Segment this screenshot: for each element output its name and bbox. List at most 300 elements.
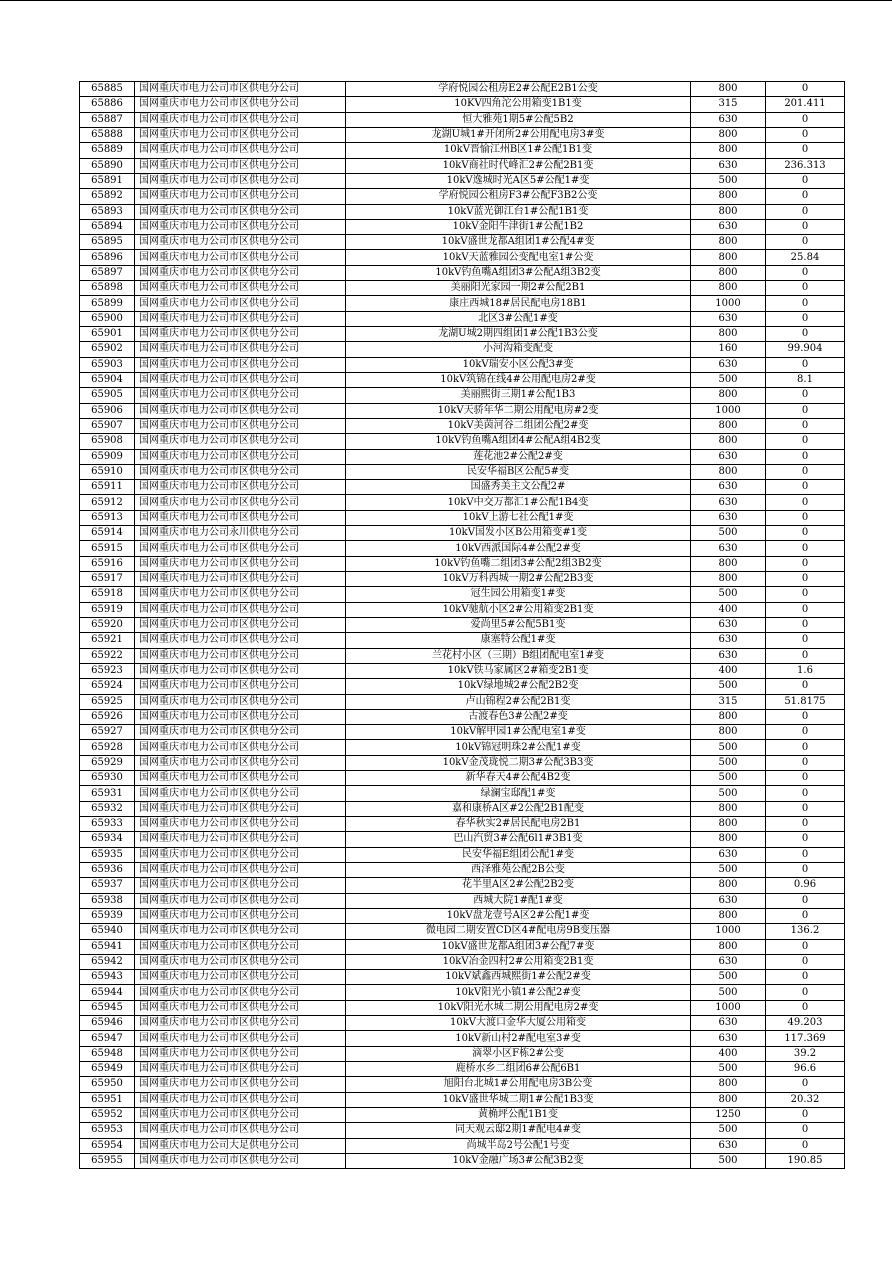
table-row (80, 663, 845, 678)
value-cell: 8.1 (766, 372, 845, 387)
row-id-cell: 65916 (80, 556, 135, 571)
transformer-name-cell: 爱尚里5#公配5B1变 (346, 617, 691, 632)
table-row (80, 418, 845, 433)
company-cell: 国网重庆市电力公司市区供电分公司 (135, 985, 346, 1000)
transformer-name-cell: 10kV筑锦在线4#公用配电房2#变 (346, 372, 691, 387)
transformer-name-cell: 10kV绿地城2#公配2B2变 (346, 679, 691, 694)
transformer-name-cell: 春华秋实2#居民配电房2B1 (346, 817, 691, 832)
transformer-name-cell: 鹿桥水乡二组团6#公配6B1 (346, 1062, 691, 1077)
capacity-cell: 800 (691, 801, 766, 816)
transformer-name-cell: 10kV中交万都汇1#公配1B4变 (346, 495, 691, 510)
table-row (80, 1138, 845, 1153)
company-cell: 国网重庆市电力公司市区供电分公司 (135, 219, 346, 234)
capacity-cell: 800 (691, 143, 766, 158)
table-row (80, 82, 845, 97)
table-row (80, 970, 845, 985)
row-id-cell: 65887 (80, 112, 135, 127)
table-row (80, 1016, 845, 1031)
company-cell: 国网重庆市电力公司市区供电分公司 (135, 173, 346, 188)
row-id-cell: 65902 (80, 342, 135, 357)
transformer-name-cell: 10kV斌鑫西城熙街1#公配2#变 (346, 970, 691, 985)
table-row (80, 449, 845, 464)
transformer-name-cell: 民安华福B区公配5#变 (346, 464, 691, 479)
capacity-cell: 630 (691, 893, 766, 908)
capacity-cell: 800 (691, 281, 766, 296)
table-row (80, 173, 845, 188)
capacity-cell: 500 (691, 862, 766, 877)
value-cell: 0 (766, 755, 845, 770)
value-cell: 0 (766, 357, 845, 372)
company-cell: 国网重庆市电力公司市区供电分公司 (135, 633, 346, 648)
capacity-cell: 630 (691, 847, 766, 862)
capacity-cell: 800 (691, 250, 766, 265)
value-cell: 0 (766, 1107, 845, 1122)
transformer-name-cell: 美丽阳光家园一期2#公配2B1 (346, 281, 691, 296)
company-cell: 国网重庆市电力公司市区供电分公司 (135, 143, 346, 158)
row-id-cell: 65922 (80, 648, 135, 663)
transformer-name-cell: 龙湖U城1#开闭所2#公用配电房3#变 (346, 127, 691, 142)
company-cell: 国网重庆市电力公司市区供电分公司 (135, 357, 346, 372)
capacity-cell: 400 (691, 1046, 766, 1061)
table-row (80, 1062, 845, 1077)
company-cell: 国网重庆市电力公司市区供电分公司 (135, 480, 346, 495)
table-row (80, 572, 845, 587)
transformer-name-cell: 10kV大渡口金华大厦公用箱变 (346, 1016, 691, 1031)
company-cell: 国网重庆市电力公司市区供电分公司 (135, 434, 346, 449)
row-id-cell: 65952 (80, 1107, 135, 1122)
row-id-cell: 65900 (80, 311, 135, 326)
row-id-cell: 65906 (80, 403, 135, 418)
value-cell: 0 (766, 265, 845, 280)
capacity-cell: 630 (691, 954, 766, 969)
value-cell: 0 (766, 143, 845, 158)
table-row (80, 403, 845, 418)
value-cell: 0 (766, 541, 845, 556)
company-cell: 国网重庆市电力公司市区供电分公司 (135, 572, 346, 587)
transformer-name-cell: 10kV国发小区B公用箱变#1变 (346, 526, 691, 541)
row-id-cell: 65944 (80, 985, 135, 1000)
company-cell: 国网重庆市电力公司市区供电分公司 (135, 158, 346, 173)
capacity-cell: 630 (691, 510, 766, 525)
row-id-cell: 65907 (80, 418, 135, 433)
row-id-cell: 65893 (80, 204, 135, 219)
table-row (80, 1031, 845, 1046)
capacity-cell: 1000 (691, 1000, 766, 1015)
company-cell: 国网重庆市电力公司市区供电分公司 (135, 725, 346, 740)
capacity-cell: 500 (691, 1062, 766, 1077)
row-id-cell: 65897 (80, 265, 135, 280)
capacity-cell: 1000 (691, 403, 766, 418)
capacity-cell: 800 (691, 235, 766, 250)
row-id-cell: 65928 (80, 740, 135, 755)
table-row (80, 908, 845, 923)
company-cell: 国网重庆市电力公司市区供电分公司 (135, 1107, 346, 1122)
capacity-cell: 800 (691, 832, 766, 847)
table-row (80, 495, 845, 510)
table-row (80, 235, 845, 250)
transformer-name-cell: 滴翠小区F栋2#公变 (346, 1046, 691, 1061)
row-id-cell: 65915 (80, 541, 135, 556)
value-cell: 0 (766, 709, 845, 724)
transformer-name-cell: 10kV阳光水城二期公用配电房2#变 (346, 1000, 691, 1015)
table-row (80, 311, 845, 326)
table-row (80, 357, 845, 372)
company-cell: 国网重庆市电力公司市区供电分公司 (135, 694, 346, 709)
transformer-name-cell: 10kV冶金四村2#公用箱变2B1变 (346, 954, 691, 969)
transformer-name-cell: 西城大院1#配1#变 (346, 893, 691, 908)
transformer-name-cell: 10KV四角沱公用箱变1B1变 (346, 97, 691, 112)
table-row (80, 924, 845, 939)
capacity-cell: 800 (691, 556, 766, 571)
transformer-name-cell: 10kV驰航小区2#公用箱变2B1变 (346, 602, 691, 617)
value-cell: 236.313 (766, 158, 845, 173)
company-cell: 国网重庆市电力公司市区供电分公司 (135, 648, 346, 663)
capacity-cell: 800 (691, 878, 766, 893)
transformer-name-cell: 北区3#公配1#变 (346, 311, 691, 326)
transformer-name-cell: 康庄西城18#居民配电房18B1 (346, 296, 691, 311)
capacity-cell: 500 (691, 786, 766, 801)
row-id-cell: 65921 (80, 633, 135, 648)
transformer-name-cell: 10kV上游七社公配1#变 (346, 510, 691, 525)
row-id-cell: 65935 (80, 847, 135, 862)
company-cell: 国网重庆市电力公司市区供电分公司 (135, 541, 346, 556)
row-id-cell: 65926 (80, 709, 135, 724)
transformer-name-cell: 莲花池2#公配2#变 (346, 449, 691, 464)
transformer-name-cell: 10kV解甲园1#公配电室1#变 (346, 725, 691, 740)
table-row (80, 1046, 845, 1061)
transformer-name-cell: 卢山锦程2#公配2B1变 (346, 694, 691, 709)
value-cell: 0 (766, 572, 845, 587)
value-cell: 0 (766, 771, 845, 786)
transformer-name-cell: 国盛秀美主文公配2# (346, 480, 691, 495)
capacity-cell: 630 (691, 495, 766, 510)
table-row (80, 602, 845, 617)
transformer-name-cell: 古渡春色3#公配2#变 (346, 709, 691, 724)
company-cell: 国网重庆市电力公司市区供电分公司 (135, 817, 346, 832)
capacity-cell: 800 (691, 725, 766, 740)
value-cell: 0 (766, 648, 845, 663)
table-row (80, 954, 845, 969)
table-row (80, 510, 845, 525)
transformer-name-cell: 龙湖U城2期四组团1#公配1B3公变 (346, 327, 691, 342)
value-cell: 0 (766, 235, 845, 250)
capacity-cell: 800 (691, 82, 766, 97)
row-id-cell: 65929 (80, 755, 135, 770)
table-row (80, 204, 845, 219)
capacity-cell: 630 (691, 449, 766, 464)
transformer-name-cell: 西泽雅苑公配2B公变 (346, 862, 691, 877)
transformer-name-cell: 民安华福E组团公配1#变 (346, 847, 691, 862)
capacity-cell: 630 (691, 1138, 766, 1153)
table-row (80, 755, 845, 770)
transformer-name-cell: 10kV盘龙壹号A区2#公配1#变 (346, 908, 691, 923)
row-id-cell: 65918 (80, 587, 135, 602)
capacity-cell: 500 (691, 755, 766, 770)
transformer-name-cell: 10kV西派国际4#公配2#变 (346, 541, 691, 556)
value-cell: 0 (766, 204, 845, 219)
transformer-name-cell: 10kV新山村2#配电室3#变 (346, 1031, 691, 1046)
transformer-name-cell: 10kV盛世龙都A组团1#公配4#变 (346, 235, 691, 250)
row-id-cell: 65911 (80, 480, 135, 495)
value-cell: 0 (766, 939, 845, 954)
table-row (80, 617, 845, 632)
table-row (80, 847, 845, 862)
row-id-cell: 65940 (80, 924, 135, 939)
table-row (80, 158, 845, 173)
capacity-cell: 500 (691, 970, 766, 985)
value-cell: 0 (766, 173, 845, 188)
table-row (80, 556, 845, 571)
row-id-cell: 65953 (80, 1123, 135, 1138)
company-cell: 国网重庆市电力公司市区供电分公司 (135, 954, 346, 969)
table-row (80, 143, 845, 158)
capacity-cell: 630 (691, 1031, 766, 1046)
capacity-cell: 800 (691, 189, 766, 204)
table-row (80, 388, 845, 403)
row-id-cell: 65927 (80, 725, 135, 740)
company-cell: 国网重庆市电力公司市区供电分公司 (135, 311, 346, 326)
table-row (80, 372, 845, 387)
table-row (80, 725, 845, 740)
table-row (80, 801, 845, 816)
transformer-name-cell: 美丽熙街三期1#公配1B3 (346, 388, 691, 403)
company-cell: 国网重庆市电力公司市区供电分公司 (135, 388, 346, 403)
transformer-name-cell: 10kV铁马家属区2#箱变2B1变 (346, 663, 691, 678)
transformer-table (79, 81, 845, 1169)
transformer-name-cell: 10kV商社时代峰汇2#公配2B1变 (346, 158, 691, 173)
capacity-cell: 500 (691, 1153, 766, 1168)
company-cell: 国网重庆市电力公司市区供电分公司 (135, 832, 346, 847)
table-row (80, 648, 845, 663)
table-row (80, 1000, 845, 1015)
transformer-name-cell: 尚城半岛2号公配1号变 (346, 1138, 691, 1153)
company-cell: 国网重庆市电力公司市区供电分公司 (135, 189, 346, 204)
table-row (80, 281, 845, 296)
capacity-cell: 400 (691, 663, 766, 678)
row-id-cell: 65932 (80, 801, 135, 816)
transformer-name-cell: 绿澜宝邸配1#变 (346, 786, 691, 801)
capacity-cell: 630 (691, 633, 766, 648)
value-cell: 0 (766, 526, 845, 541)
value-cell: 0 (766, 112, 845, 127)
capacity-cell: 800 (691, 1092, 766, 1107)
transformer-name-cell: 10kV瑞安小区公配3#变 (346, 357, 691, 372)
table-row (80, 434, 845, 449)
table-row (80, 679, 845, 694)
company-cell: 国网重庆市电力公司市区供电分公司 (135, 204, 346, 219)
company-cell: 国网重庆市电力公司市区供电分公司 (135, 464, 346, 479)
capacity-cell: 500 (691, 587, 766, 602)
transformer-name-cell: 兰花村小区（三期）B组团配电室1#变 (346, 648, 691, 663)
company-cell: 国网重庆市电力公司市区供电分公司 (135, 1062, 346, 1077)
value-cell: 0 (766, 556, 845, 571)
capacity-cell: 800 (691, 388, 766, 403)
company-cell: 国网重庆市电力公司市区供电分公司 (135, 265, 346, 280)
table-row (80, 878, 845, 893)
capacity-cell: 800 (691, 464, 766, 479)
company-cell: 国网重庆市电力公司市区供电分公司 (135, 403, 346, 418)
value-cell: 0 (766, 740, 845, 755)
row-id-cell: 65945 (80, 1000, 135, 1015)
row-id-cell: 65901 (80, 327, 135, 342)
capacity-cell: 630 (691, 158, 766, 173)
company-cell: 国网重庆市电力公司市区供电分公司 (135, 342, 346, 357)
value-cell: 0 (766, 434, 845, 449)
value-cell: 0 (766, 602, 845, 617)
transformer-name-cell: 新华春天4#公配4B2变 (346, 771, 691, 786)
capacity-cell: 630 (691, 648, 766, 663)
value-cell: 0 (766, 480, 845, 495)
table-row (80, 1107, 845, 1122)
row-id-cell: 65894 (80, 219, 135, 234)
company-cell: 国网重庆市电力公司市区供电分公司 (135, 878, 346, 893)
row-id-cell: 65888 (80, 127, 135, 142)
transformer-name-cell: 花半里A区2#公配2B2变 (346, 878, 691, 893)
company-cell: 国网重庆市电力公司市区供电分公司 (135, 755, 346, 770)
row-id-cell: 65890 (80, 158, 135, 173)
row-id-cell: 65908 (80, 434, 135, 449)
company-cell: 国网重庆市电力公司市区供电分公司 (135, 1016, 346, 1031)
row-id-cell: 65913 (80, 510, 135, 525)
value-cell: 0 (766, 617, 845, 632)
company-cell: 国网重庆市电力公司市区供电分公司 (135, 939, 346, 954)
capacity-cell: 500 (691, 173, 766, 188)
row-id-cell: 65919 (80, 602, 135, 617)
capacity-cell: 800 (691, 265, 766, 280)
capacity-cell: 500 (691, 771, 766, 786)
company-cell: 国网重庆市电力公司市区供电分公司 (135, 587, 346, 602)
company-cell: 国网重庆市电力公司市区供电分公司 (135, 801, 346, 816)
transformer-name-cell: 旭阳台北城1#公用配电房3B公变 (346, 1077, 691, 1092)
company-cell: 国网重庆市电力公司市区供电分公司 (135, 495, 346, 510)
row-id-cell: 65912 (80, 495, 135, 510)
value-cell: 96.6 (766, 1062, 845, 1077)
table-row (80, 541, 845, 556)
transformer-name-cell: 学府悦园公租房E2#公配E2B1公变 (346, 82, 691, 97)
transformer-name-cell: 康塞特公配1#变 (346, 633, 691, 648)
row-id-cell: 65948 (80, 1046, 135, 1061)
company-cell: 国网重庆市电力公司市区供电分公司 (135, 1046, 346, 1061)
table-row (80, 771, 845, 786)
transformer-name-cell: 学府悦园公租房F3#公配F3B2公变 (346, 189, 691, 204)
company-cell: 国网重庆市电力公司市区供电分公司 (135, 862, 346, 877)
row-id-cell: 65941 (80, 939, 135, 954)
value-cell: 0 (766, 725, 845, 740)
transformer-name-cell: 10kV美茵河谷二组团公配2#变 (346, 418, 691, 433)
value-cell: 117.369 (766, 1031, 845, 1046)
company-cell: 国网重庆市电力公司大足供电分公司 (135, 1138, 346, 1153)
row-id-cell: 65938 (80, 893, 135, 908)
row-id-cell: 65920 (80, 617, 135, 632)
company-cell: 国网重庆市电力公司市区供电分公司 (135, 1123, 346, 1138)
table-row (80, 694, 845, 709)
capacity-cell: 630 (691, 480, 766, 495)
table-row (80, 862, 845, 877)
transformer-name-cell: 10kV锦冠明珠2#公配1#变 (346, 740, 691, 755)
transformer-name-cell: 巴山汽贸3#公配6l1#3B1变 (346, 832, 691, 847)
value-cell: 0 (766, 1000, 845, 1015)
value-cell: 0 (766, 817, 845, 832)
value-cell: 0 (766, 970, 845, 985)
capacity-cell: 800 (691, 434, 766, 449)
capacity-cell: 800 (691, 709, 766, 724)
table-row (80, 265, 845, 280)
value-cell: 0 (766, 985, 845, 1000)
row-id-cell: 65951 (80, 1092, 135, 1107)
value-cell: 0 (766, 847, 845, 862)
capacity-cell: 800 (691, 908, 766, 923)
row-id-cell: 65955 (80, 1153, 135, 1168)
value-cell: 0 (766, 189, 845, 204)
table-row (80, 219, 845, 234)
capacity-cell: 630 (691, 311, 766, 326)
value-cell: 0 (766, 495, 845, 510)
capacity-cell: 500 (691, 740, 766, 755)
transformer-name-cell: 10kV天骄年华二期公用配电房#2变 (346, 403, 691, 418)
company-cell: 国网重庆市电力公司永川供电分公司 (135, 526, 346, 541)
capacity-cell: 630 (691, 541, 766, 556)
capacity-cell: 400 (691, 602, 766, 617)
transformer-name-cell: 10kV万科西城一期2#公配2B3变 (346, 572, 691, 587)
table-row (80, 1153, 845, 1168)
row-id-cell: 65930 (80, 771, 135, 786)
company-cell: 国网重庆市电力公司市区供电分公司 (135, 617, 346, 632)
company-cell: 国网重庆市电力公司市区供电分公司 (135, 510, 346, 525)
value-cell: 0 (766, 1077, 845, 1092)
company-cell: 国网重庆市电力公司市区供电分公司 (135, 281, 346, 296)
row-id-cell: 65949 (80, 1062, 135, 1077)
row-id-cell: 65899 (80, 296, 135, 311)
capacity-cell: 800 (691, 127, 766, 142)
table-row (80, 893, 845, 908)
row-id-cell: 65909 (80, 449, 135, 464)
company-cell: 国网重庆市电力公司市区供电分公司 (135, 740, 346, 755)
capacity-cell: 1250 (691, 1107, 766, 1122)
table-row (80, 817, 845, 832)
row-id-cell: 65895 (80, 235, 135, 250)
value-cell: 0 (766, 403, 845, 418)
capacity-cell: 800 (691, 204, 766, 219)
company-cell: 国网重庆市电力公司市区供电分公司 (135, 786, 346, 801)
capacity-cell: 1000 (691, 924, 766, 939)
value-cell: 136.2 (766, 924, 845, 939)
row-id-cell: 65933 (80, 817, 135, 832)
value-cell: 0.96 (766, 878, 845, 893)
row-id-cell: 65950 (80, 1077, 135, 1092)
company-cell: 国网重庆市电力公司市区供电分公司 (135, 771, 346, 786)
table-row (80, 1123, 845, 1138)
table-row (80, 127, 845, 142)
transformer-name-cell: 10kV钓鱼嘴A组团3#公配A组3B2变 (346, 265, 691, 280)
top-border-line (0, 0, 892, 1)
company-cell: 国网重庆市电力公司市区供电分公司 (135, 112, 346, 127)
table-row (80, 480, 845, 495)
transformer-name-cell: 10kV逸城时光A区5#公配1#变 (346, 173, 691, 188)
company-cell: 国网重庆市电力公司市区供电分公司 (135, 847, 346, 862)
company-cell: 国网重庆市电力公司市区供电分公司 (135, 372, 346, 387)
company-cell: 国网重庆市电力公司市区供电分公司 (135, 663, 346, 678)
value-cell: 39.2 (766, 1046, 845, 1061)
capacity-cell: 500 (691, 526, 766, 541)
table-row (80, 1077, 845, 1092)
transformer-name-cell: 10kV金茂珑悦二期3#公配3B3变 (346, 755, 691, 770)
capacity-cell: 315 (691, 694, 766, 709)
value-cell: 0 (766, 327, 845, 342)
capacity-cell: 315 (691, 97, 766, 112)
capacity-cell: 160 (691, 342, 766, 357)
company-cell: 国网重庆市电力公司市区供电分公司 (135, 97, 346, 112)
table-row (80, 832, 845, 847)
